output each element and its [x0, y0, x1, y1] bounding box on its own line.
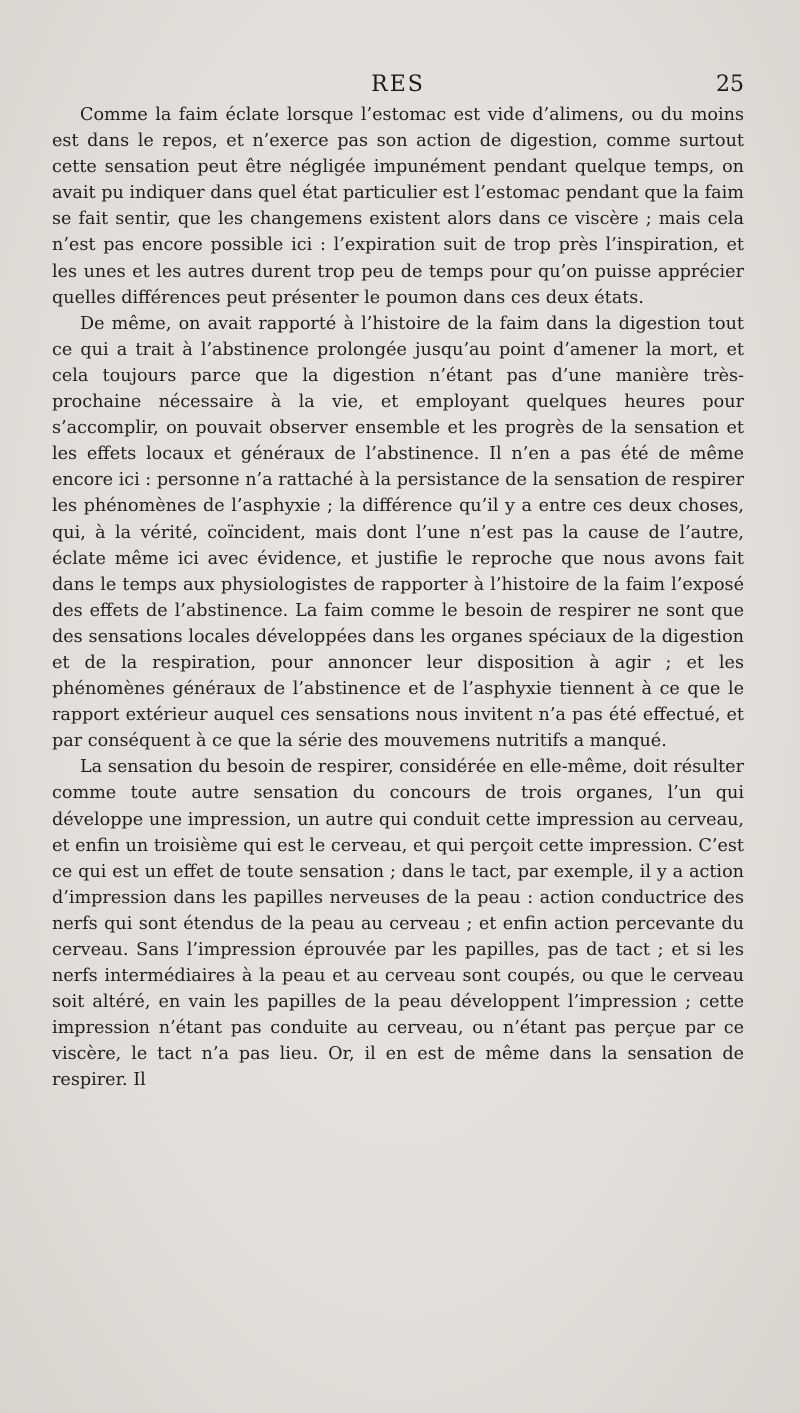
page-header: [52, 72, 744, 102]
paragraph: De même, on avait rapporté à l’histoire de la faim dans la digestion tout ce qui a trait à l’abstinence prolongée jusqu’au point d’amener la mort, et cela toujours parce que la digestion n’étant pas d’une manière très-prochaine nécessaire à la vie, et employant quelques heures pour s’accomplir, on pouvait observer ensemble et les progrès de la sensation et les effets locaux et généraux de l’abstinence. Il n’en a pas été de même encore ici : personne n’a rattaché à la persistance de la sensation de respirer les phénomènes de l’asphyxie ; la différence qu’il y a entre ces deux choses, qui, à la vérité, coïncident, mais dont l’une n’est pas la cause de l’autre, éclate même ici avec évidence, et justifie le reproche que nous avons fait dans le temps aux physiologistes de rapporter à l’histoire de la faim l’exposé des effets de l’abstinence. La faim comme le besoin de respirer ne sont que des sensations locales développées dans les organes spéciaux de la digestion et de la respiration, pour annoncer leur disposition à agir ; et les phénomènes généraux de l’abstinence et de l’asphyxie tiennent à ce que le rapport extérieur auquel ces sensations nous invitent n’a pas été effectué, et par conséquent à ce que la série des mouvemens nutritifs a manqué.: [52, 313, 744, 752]
page-body: [52, 102, 744, 1094]
paragraph: Comme la faim éclate lorsque l’estomac est vide d’alimens, ou du moins est dans le repos, et n’exerce pas son action de digestion, comme surtout cette sensation peut être négligée impunément pendant quelque temps, on avait pu indiquer dans quel état particulier est l’estomac pendant que la faim se fait sentir, que les changemens existent alors dans ce viscère ; mais cela n’est pas encore possible ici : l’expiration suit de trop près l’inspiration, et les unes et les autres durent trop peu de temps pour qu’on puisse apprécier quelles différences peut présenter le poumon dans ces deux états.: [52, 105, 744, 308]
paragraph: La sensation du besoin de respirer, considérée en elle-même, doit résulter comme toute autre sensation du concours de trois organes, l’un qui développe une impression, un autre qui conduit cette impression au cerveau, et enfin un troisième qui est le cerveau, et qui perçoit cette impression. C’est ce qui est un effet de toute sensation ; dans le tact, par exemple, il y a action d’impression dans les papilles nerveuses de la peau : action conductrice des nerfs qui sont étendus de la peau au cerveau ; et enfin action percevante du cerveau. Sans l’impression éprouvée par les papilles, pas de tact ; et si les nerfs intermédiaires à la peau et au cerveau sont coupés, ou que le cerveau soit altéré, en vain les papilles de la peau développent l’impression ; cette impression n’étant pas conduite au cerveau, ou n’étant pas perçue par ce viscère, le tact n’a pas lieu. Or, il en est de même dans la sensation de respirer. Il: [52, 757, 744, 1091]
running-head: RES: [371, 72, 425, 97]
page-number: 25: [716, 72, 744, 97]
